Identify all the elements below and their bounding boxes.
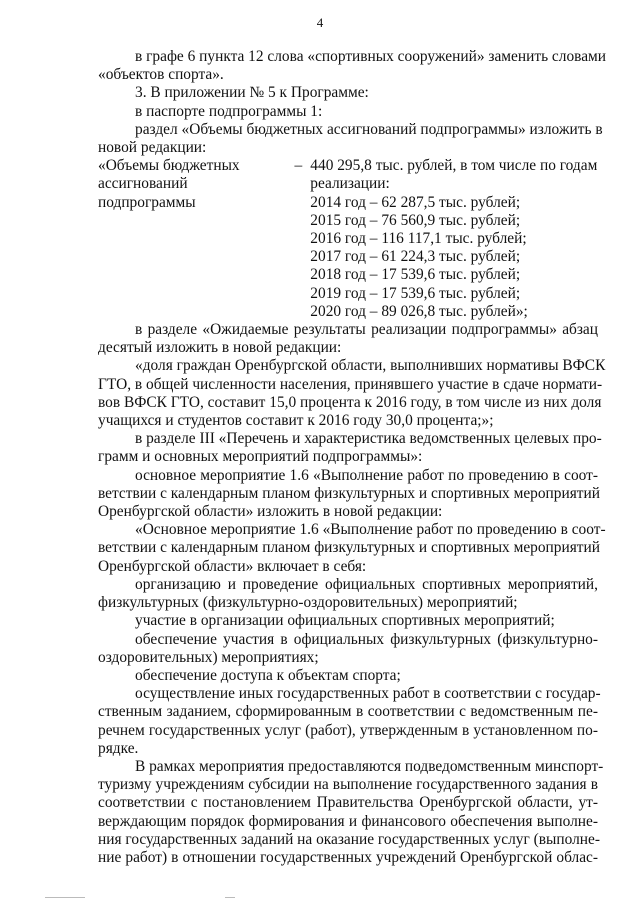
text-line: В рамках мероприятия предоставляются подведомственным минспорт- — [135, 757, 604, 775]
text-line: «доля граждан Оренбургской области, выполнивших нормативы ВФСК — [135, 357, 606, 375]
text-line: новой редакции: — [98, 139, 207, 157]
paragraph-4 — [98, 120, 603, 157]
text-line: осуществление иных государственных работ в соответствии с государ- — [135, 685, 601, 703]
text-line: физкультурных (физкультурно-оздоровительных) мероприятий; — [98, 594, 518, 612]
paragraph-3 — [98, 103, 598, 121]
text-line: 440 295,8 тыс. рублей, в том числе по годам — [310, 157, 598, 175]
text-line: 2020 год – 89 026,8 тыс. рублей»; — [310, 302, 528, 320]
budget-table-values — [310, 157, 598, 321]
text-line: 3. В приложении № 5 к Программе: — [135, 84, 369, 102]
paragraph-9 — [98, 521, 606, 576]
text-line: ГТО, в общей численности населения, принявшего участие в сдаче нормати- — [98, 375, 603, 393]
paragraph-15 — [98, 757, 604, 867]
text-line: рядке. — [98, 739, 139, 757]
text-line: участие в организации официальных спортивных мероприятий; — [135, 612, 555, 630]
text-line: в разделе «Ожидаемые результаты реализации подпрограммы» абзац — [135, 321, 598, 339]
scan-mark — [45, 897, 85, 898]
document-body — [98, 48, 607, 867]
text-line: в паспорте подпрограммы 1: — [135, 102, 323, 120]
text-line: 2014 год – 62 287,5 тыс. рублей; — [310, 193, 521, 211]
text-line: ассигнований — [98, 175, 188, 193]
text-line: ветствии с календарным планом физкультурных и спортивных мероприятий — [98, 484, 601, 502]
text-line: Оренбургской области» изложить в новой редакции: — [98, 503, 443, 521]
page-number: 4 — [316, 15, 324, 30]
text-line: верждающим порядок формирования и финансового обеспечения выполне- — [98, 812, 598, 830]
text-line: десятый изложить в новой редакции: — [98, 339, 342, 357]
text-line: «Основное мероприятие 1.6 «Выполнение работ по проведению в соот- — [135, 521, 606, 539]
text-line: ветствии с календарным планом физкультурных и спортивных мероприятий — [98, 539, 601, 557]
text-line: вов ВФСК ГТО, составит 15,0 процента к 2016 году, в том числе из них доля — [98, 393, 602, 411]
text-line: 2015 год – 76 560,9 тыс. рублей; — [310, 211, 521, 229]
text-line: соответствии с постановлением Правительства Оренбургской области, ут- — [98, 794, 598, 812]
footer-scan-marks — [0, 896, 640, 900]
paragraph-10 — [98, 576, 598, 612]
text-line: речнем государственных услуг (работ), утвержденным в установленном по- — [98, 721, 598, 739]
text-line: организацию и проведение официальных спортивных мероприятий, — [135, 575, 598, 593]
text-line: учащихся и студентов составит к 2016 году 30,0 процента;»; — [98, 412, 494, 430]
text-line: в графе 6 пункта 12 слова «спортивных сооружений» заменить словами — [135, 48, 607, 65]
text-line: 2018 год – 17 539,6 тыс. рублей; — [310, 266, 521, 284]
text-line: раздел «Объемы бюджетных ассигнований подпрограммы» изложить в — [135, 120, 603, 138]
text-line: обеспечение доступа к объектам спорта; — [135, 666, 401, 684]
paragraph-14 — [98, 685, 601, 758]
paragraph-11 — [98, 612, 598, 630]
text-line: в разделе III «Перечень и характеристика ведомственных целевых про- — [135, 430, 602, 448]
paragraph-1 — [98, 48, 607, 84]
scan-mark — [225, 897, 235, 898]
paragraph-2 — [98, 84, 598, 102]
text-line: 2017 год – 61 224,3 тыс. рублей; — [310, 248, 521, 266]
text-line: грамм и основных мероприятий подпрограммы»: — [98, 448, 423, 466]
text-line: подпрограммы — [98, 193, 196, 211]
text-line: ственным заданием, сформированным в соответствии с ведомственным пе- — [98, 703, 598, 721]
text-line: «объектов спорта». — [98, 66, 224, 84]
text-line: реализации: — [310, 175, 390, 193]
paragraph-13 — [98, 667, 598, 685]
text-line: «Объемы бюджетных — [98, 157, 240, 175]
paragraph-8 — [98, 466, 601, 522]
paragraph-12 — [98, 631, 598, 667]
text-line: туризму учреждениям субсидии на выполнение государственного задания в — [98, 776, 598, 794]
budget-table — [98, 157, 598, 321]
text-line: ние работ) в отношении государственных учреждений Оренбургской облас- — [98, 848, 598, 866]
text-line: основное мероприятие 1.6 «Выполнение работ по проведению в соот- — [135, 466, 598, 484]
paragraph-6 — [98, 357, 606, 430]
text-line: Оренбургской области» включает в себя: — [98, 557, 367, 575]
budget-table-dash: – — [294, 157, 303, 175]
text-line: 2019 год – 17 539,6 тыс. рублей; — [310, 284, 521, 302]
paragraph-5 — [98, 321, 598, 357]
text-line: оздоровительных) мероприятиях; — [98, 648, 319, 666]
budget-table-label — [98, 157, 286, 321]
text-line: обеспечение участия в официальных физкультурных (физкультурно- — [135, 630, 598, 648]
paragraph-7 — [98, 430, 602, 466]
text-line: 2016 год – 116 117,1 тыс. рублей; — [310, 230, 527, 248]
text-line: ния государственных заданий на оказание государственных услуг (выполне- — [98, 830, 600, 848]
